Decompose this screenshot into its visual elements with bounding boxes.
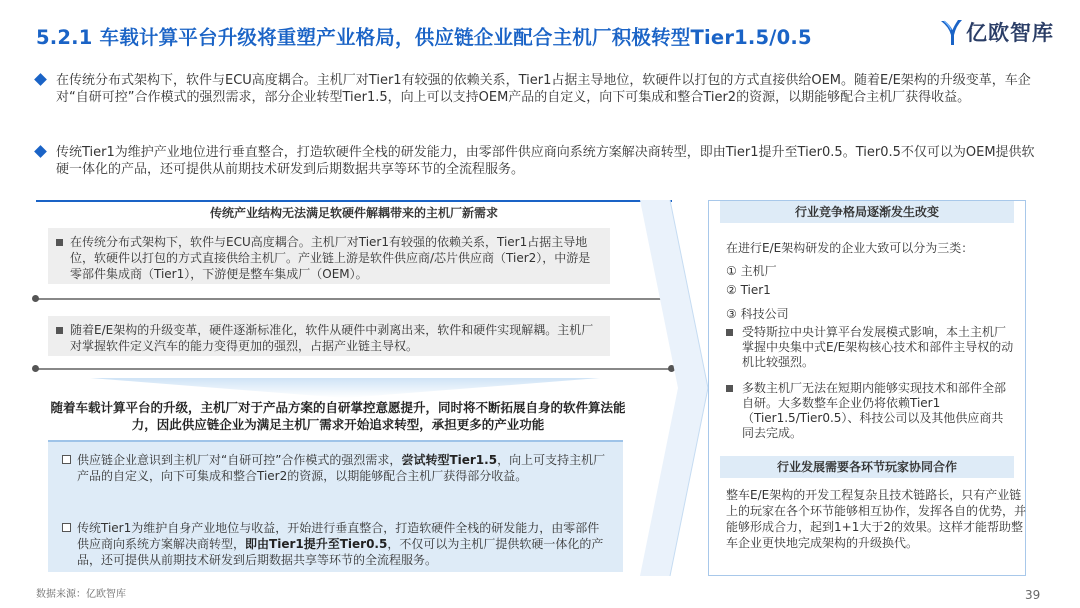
legacy-architecture-box	[48, 228, 610, 284]
square-bullet-icon	[726, 385, 733, 392]
intro-bullet-text: 在传统分布式架构下，软件与ECU高度耦合。主机厂对Tier1有较强的依赖关系，Tier1占据主导地位，软硬件以打包的方式直接供给OEM。随着E/E架构的升级变革，车企对“自研可控”合作模式的强烈需求，部分企业转型Tier1.5，向上可以支持OEM产品的自定义，向下可集成和整合Tier2的资源，以期能够配合主机厂获得收益。	[56, 73, 1031, 105]
square-bullet-icon	[56, 239, 63, 246]
right-panel-heading-1: 行业竞争格局逐渐发生改变	[720, 201, 1014, 223]
divider-line	[36, 368, 672, 370]
tesla-influence-item	[726, 325, 1014, 370]
diamond-bullet-icon	[34, 73, 47, 86]
square-bullet-icon	[726, 329, 733, 336]
divider-dot	[32, 365, 39, 372]
supplier-transition-box	[48, 440, 623, 572]
tier05-text-c: ，不仅可以为主机厂提供软硬一体化的产品，还可提供从前期技术研发到后期数据共享等环节的全流程服务。	[77, 537, 604, 567]
tier05-highlight: 即由Tier1提升至Tier0.5	[245, 537, 388, 551]
square-bullet-icon	[56, 327, 63, 334]
tier15-highlight: 尝试转型Tier1.5	[401, 453, 498, 467]
category-intro: 在进行E/E架构研发的企业大致可以分为三类：	[726, 241, 974, 255]
category-tech-company: ③ 科技公司	[726, 307, 789, 321]
down-arrow-icon	[90, 378, 600, 398]
diamond-bullet-icon	[34, 145, 47, 158]
tier05-item	[62, 520, 610, 568]
category-oem: ① 主机厂	[726, 264, 777, 278]
ee-upgrade-text: 随着E/E架构的升级变革，硬件逐渐标准化，软件从硬件中剥离出来，软件和硬件实现解耦。主机厂对掌握软件定义汽车的能力变得更加的强烈，占据产业链主导权。	[70, 323, 594, 353]
conclusion-text: 随着车载计算平台的升级，主机厂对于产品方案的自研掌控意愿提升，同时将不断拓展自身的软件算法能力，因此供应链企业为满足主机厂需求开始追求转型，承担更多的产业功能	[50, 400, 626, 432]
category-tier1: ② Tier1	[726, 283, 771, 297]
data-source: 数据来源：亿欧智库	[36, 589, 126, 600]
checkbox-bullet-icon	[62, 455, 71, 464]
intro-bullet-text: 传统Tier1为维护产业地位进行垂直整合，打造软硬件全栈的研发能力，由零部件供应商向系统方案解决商转型，即由Tier1提升至Tier0.5。Tier0.5不仅可以为OEM提供软硬一体化的产品，还可提供从前期技术研发到后期数据共享等环节的全流程服务。	[56, 145, 1035, 177]
collaboration-text: 整车E/E架构的开发工程复杂且技术链路长，只有产业链上的玩家在各个环节能够相互协作，发挥各自的优势，并能够形成合力，起到1+1大于2的效果。这样才能帮助整车企业更快地完成架构的升级换代。	[726, 488, 1027, 550]
left-panel-heading: 传统产业结构无法满足软硬件解耦带来的主机厂新需求	[36, 200, 672, 224]
chevron-connector-icon	[640, 200, 710, 576]
tier05-text-a: 传统Tier1为维护自身产业地位与收益，开始进行垂直整合，打造软硬件全栈的研发能力，由零部件供应商向系统方案解决商转型，	[77, 521, 600, 551]
tier15-item	[62, 452, 610, 484]
tier15-text-c: ，向上可支持主机厂产品的自定义，向下可集成和整合Tier2的资源，以期能够配合主机厂获得部分收益。	[77, 453, 606, 483]
checkbox-bullet-icon	[62, 523, 71, 532]
tier15-text-a: 供应链企业意识到主机厂对“自研可控”合作模式的强烈需求，	[77, 453, 402, 467]
right-panel-heading-2: 行业发展需要各环节玩家协同合作	[720, 456, 1014, 478]
page-title: 5.2.1 车载计算平台升级将重塑产业格局，供应链企业配合主机厂积极转型Tier1.5/0.5	[36, 26, 812, 49]
divider-line	[36, 298, 672, 300]
intro-bullet-2	[36, 144, 1046, 178]
reliance-text: 多数主机厂无法在短期内能够实现技术和部件全部自研。大多数整车企业仍将依赖Tier1（Tier1.5/Tier0.5）、科技公司以及其他供应商共同去完成。	[742, 381, 1007, 440]
tesla-influence-text: 受特斯拉中央计算平台发展模式影响，本土主机厂掌握中央集中式E/E架构核心技术和部件主导权的动机比较强烈。	[742, 325, 1014, 369]
logo-text: 亿欧智库	[966, 21, 1054, 45]
yiou-logo-icon	[938, 17, 964, 47]
legacy-architecture-text: 在传统分布式架构下，软件与ECU高度耦合。主机厂对Tier1有较强的依赖关系，Tier1占据主导地位，软硬件以打包的方式直接供给主机厂。产业链上游是软件供应商/芯片供应商（Tier2），中游是零部件集成商（Tier1），下游便是整车集成厂（OEM）。	[70, 235, 591, 281]
divider-dot	[32, 295, 39, 302]
page-number: 39	[1025, 588, 1041, 602]
ee-upgrade-box	[48, 316, 610, 356]
reliance-item	[726, 381, 1014, 441]
intro-bullet-1	[36, 72, 1046, 106]
brand-logo	[938, 14, 1058, 50]
